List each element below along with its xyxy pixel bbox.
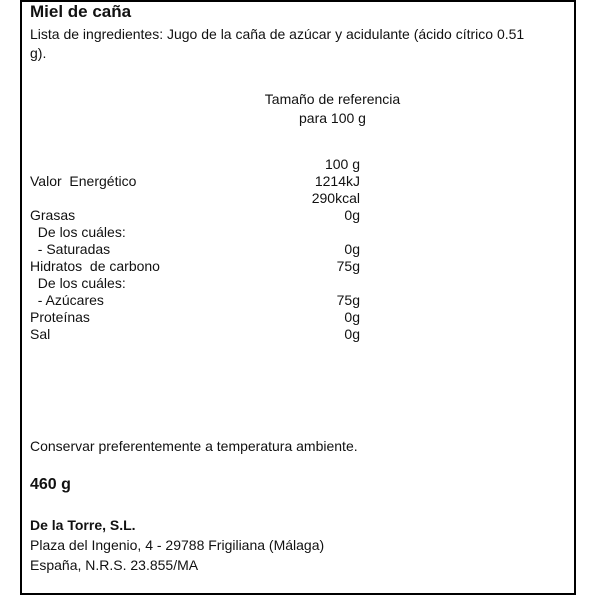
nutrition-value: 0g <box>344 241 360 257</box>
nutrition-row <box>30 309 360 326</box>
nutrition-label: De los cuáles: <box>30 275 126 291</box>
nutrition-label: De los cuáles: <box>30 224 126 240</box>
company-address: Plaza del Ingenio, 4 - 29788 Frigiliana (Málaga) <box>30 537 325 553</box>
nutrition-row <box>30 156 360 173</box>
nutrition-row <box>30 275 360 292</box>
net-weight: 460 g <box>30 476 71 493</box>
nutrition-label: - Saturadas <box>30 241 111 257</box>
nutrition-row <box>30 241 360 258</box>
nutrition-value: 0g <box>344 309 360 325</box>
nutrition-value: 100 g <box>324 156 360 172</box>
nutrition-row <box>30 326 360 343</box>
nutrition-label: - Azúcares <box>30 292 104 308</box>
nutrition-value: 0g <box>344 207 360 223</box>
company-registration: España, N.R.S. 23.855/MA <box>30 557 199 573</box>
nutrition-row <box>30 258 360 275</box>
nutrition-value: 290kcal <box>311 190 360 206</box>
ingredients-list <box>30 25 560 63</box>
nutrition-value: 0g <box>344 326 360 342</box>
nutrition-row <box>30 173 360 190</box>
company-info <box>30 515 324 575</box>
nutrition-row <box>30 224 360 241</box>
nutrition-row <box>30 292 360 309</box>
nutrition-row <box>30 207 360 224</box>
reference-size-line-1: Tamaño de referencia <box>264 91 401 107</box>
nutrition-value: 75g <box>336 292 360 308</box>
nutrition-label: Sal <box>30 326 51 342</box>
ingredients-line-2: g). <box>30 45 47 61</box>
nutrition-table <box>30 156 360 343</box>
nutrition-label: Valor Energético <box>30 173 137 189</box>
nutrition-label: Hidratos de carbono <box>30 258 160 274</box>
ingredients-line-1: Lista de ingredientes: Jugo de la caña de azúcar y acidulante (ácido cítrico 0.51 <box>30 26 525 42</box>
reference-size-line-2: para 100 g <box>299 110 366 126</box>
company-name: De la Torre, S.L. <box>30 517 136 533</box>
storage-instructions: Conservar preferentemente a temperatura ambiente. <box>30 438 358 454</box>
nutrition-label: Proteínas <box>30 309 90 325</box>
nutrition-value: 75g <box>336 258 360 274</box>
reference-size-header <box>230 90 435 128</box>
nutrition-value: 1214kJ <box>314 173 360 189</box>
product-title: Miel de caña <box>30 2 132 21</box>
nutrition-label: Grasas <box>30 207 76 223</box>
nutrition-row <box>30 190 360 207</box>
